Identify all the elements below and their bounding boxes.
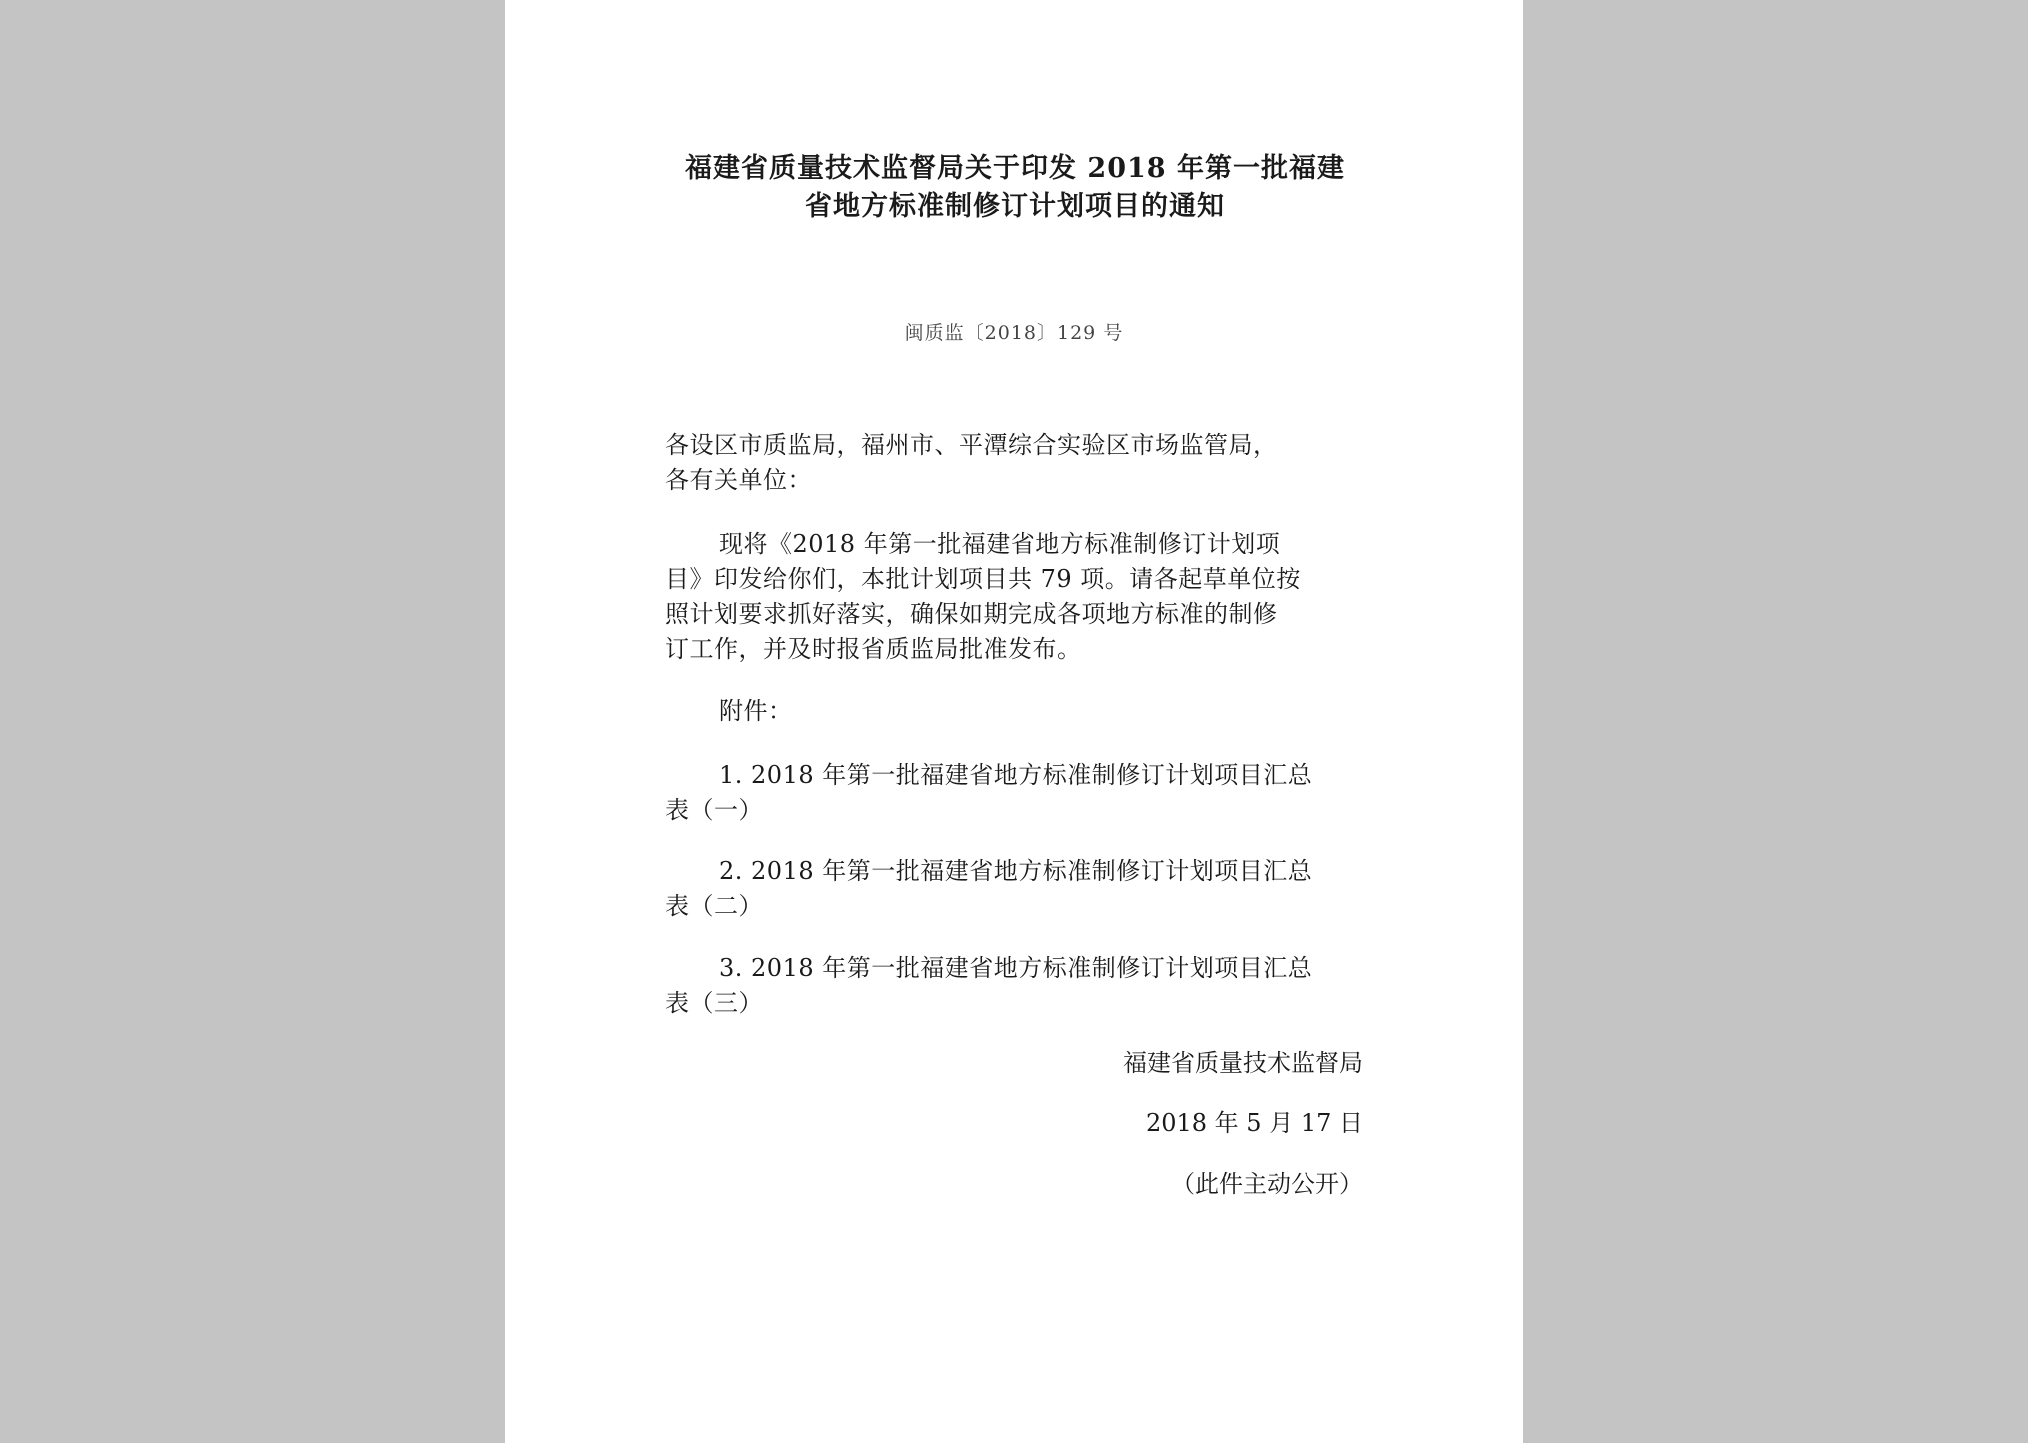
title-line-1: 福建省质量技术监督局关于印发 2018 年第一批福建 [685,153,1345,184]
paragraph-line-3: 照计划要求抓好落实，确保如期完成各项地方标准的制修 [665,600,1278,628]
attachment-item-line-1: 1. 2018 年第一批福建省地方标准制修订计划项目汇总 [719,761,1313,789]
document-number: 闽质监〔2018〕129 号 [904,322,1124,344]
attachment-item-line-2: 表（二） [665,892,763,920]
attachment-item [665,758,1365,828]
attachment-item-line-1: 2. 2018 年第一批福建省地方标准制修订计划项目汇总 [719,857,1313,885]
attachments-heading-text: 附件： [719,697,793,725]
attachment-item [665,951,1365,1021]
paragraph-line-4: 订工作，并及时报省质监局批准发布。 [665,635,1082,663]
attachment-item [665,854,1365,924]
signature-date: 2018 年 5 月 17 日 [1145,1109,1363,1137]
body-paragraph [665,527,1365,667]
attachment-item-line-2: 表（三） [665,989,763,1017]
attachments-heading [665,694,1365,729]
attachment-item-line-2: 表（一） [665,796,763,824]
attachment-item-line-1: 3. 2018 年第一批福建省地方标准制修订计划项目汇总 [719,954,1313,982]
public-disclosure-note: （此件主动公开） [1171,1170,1363,1198]
paragraph-line-1: 现将《2018 年第一批福建省地方标准制修订计划项 [719,530,1281,558]
document-title [665,150,1365,226]
signature-organization: 福建省质量技术监督局 [1123,1049,1363,1077]
title-line-2: 省地方标准制修订计划项目的通知 [805,191,1225,222]
paragraph-line-2: 目》印发给你们，本批计划项目共 79 项。请各起草单位按 [665,565,1301,593]
addressee-line-2: 各有关单位： [665,466,812,494]
addressee-line-1: 各设区市质监局，福州市、平潭综合实验区市场监管局， [665,431,1278,459]
addressee [665,428,1365,498]
document-page [505,0,1523,1443]
